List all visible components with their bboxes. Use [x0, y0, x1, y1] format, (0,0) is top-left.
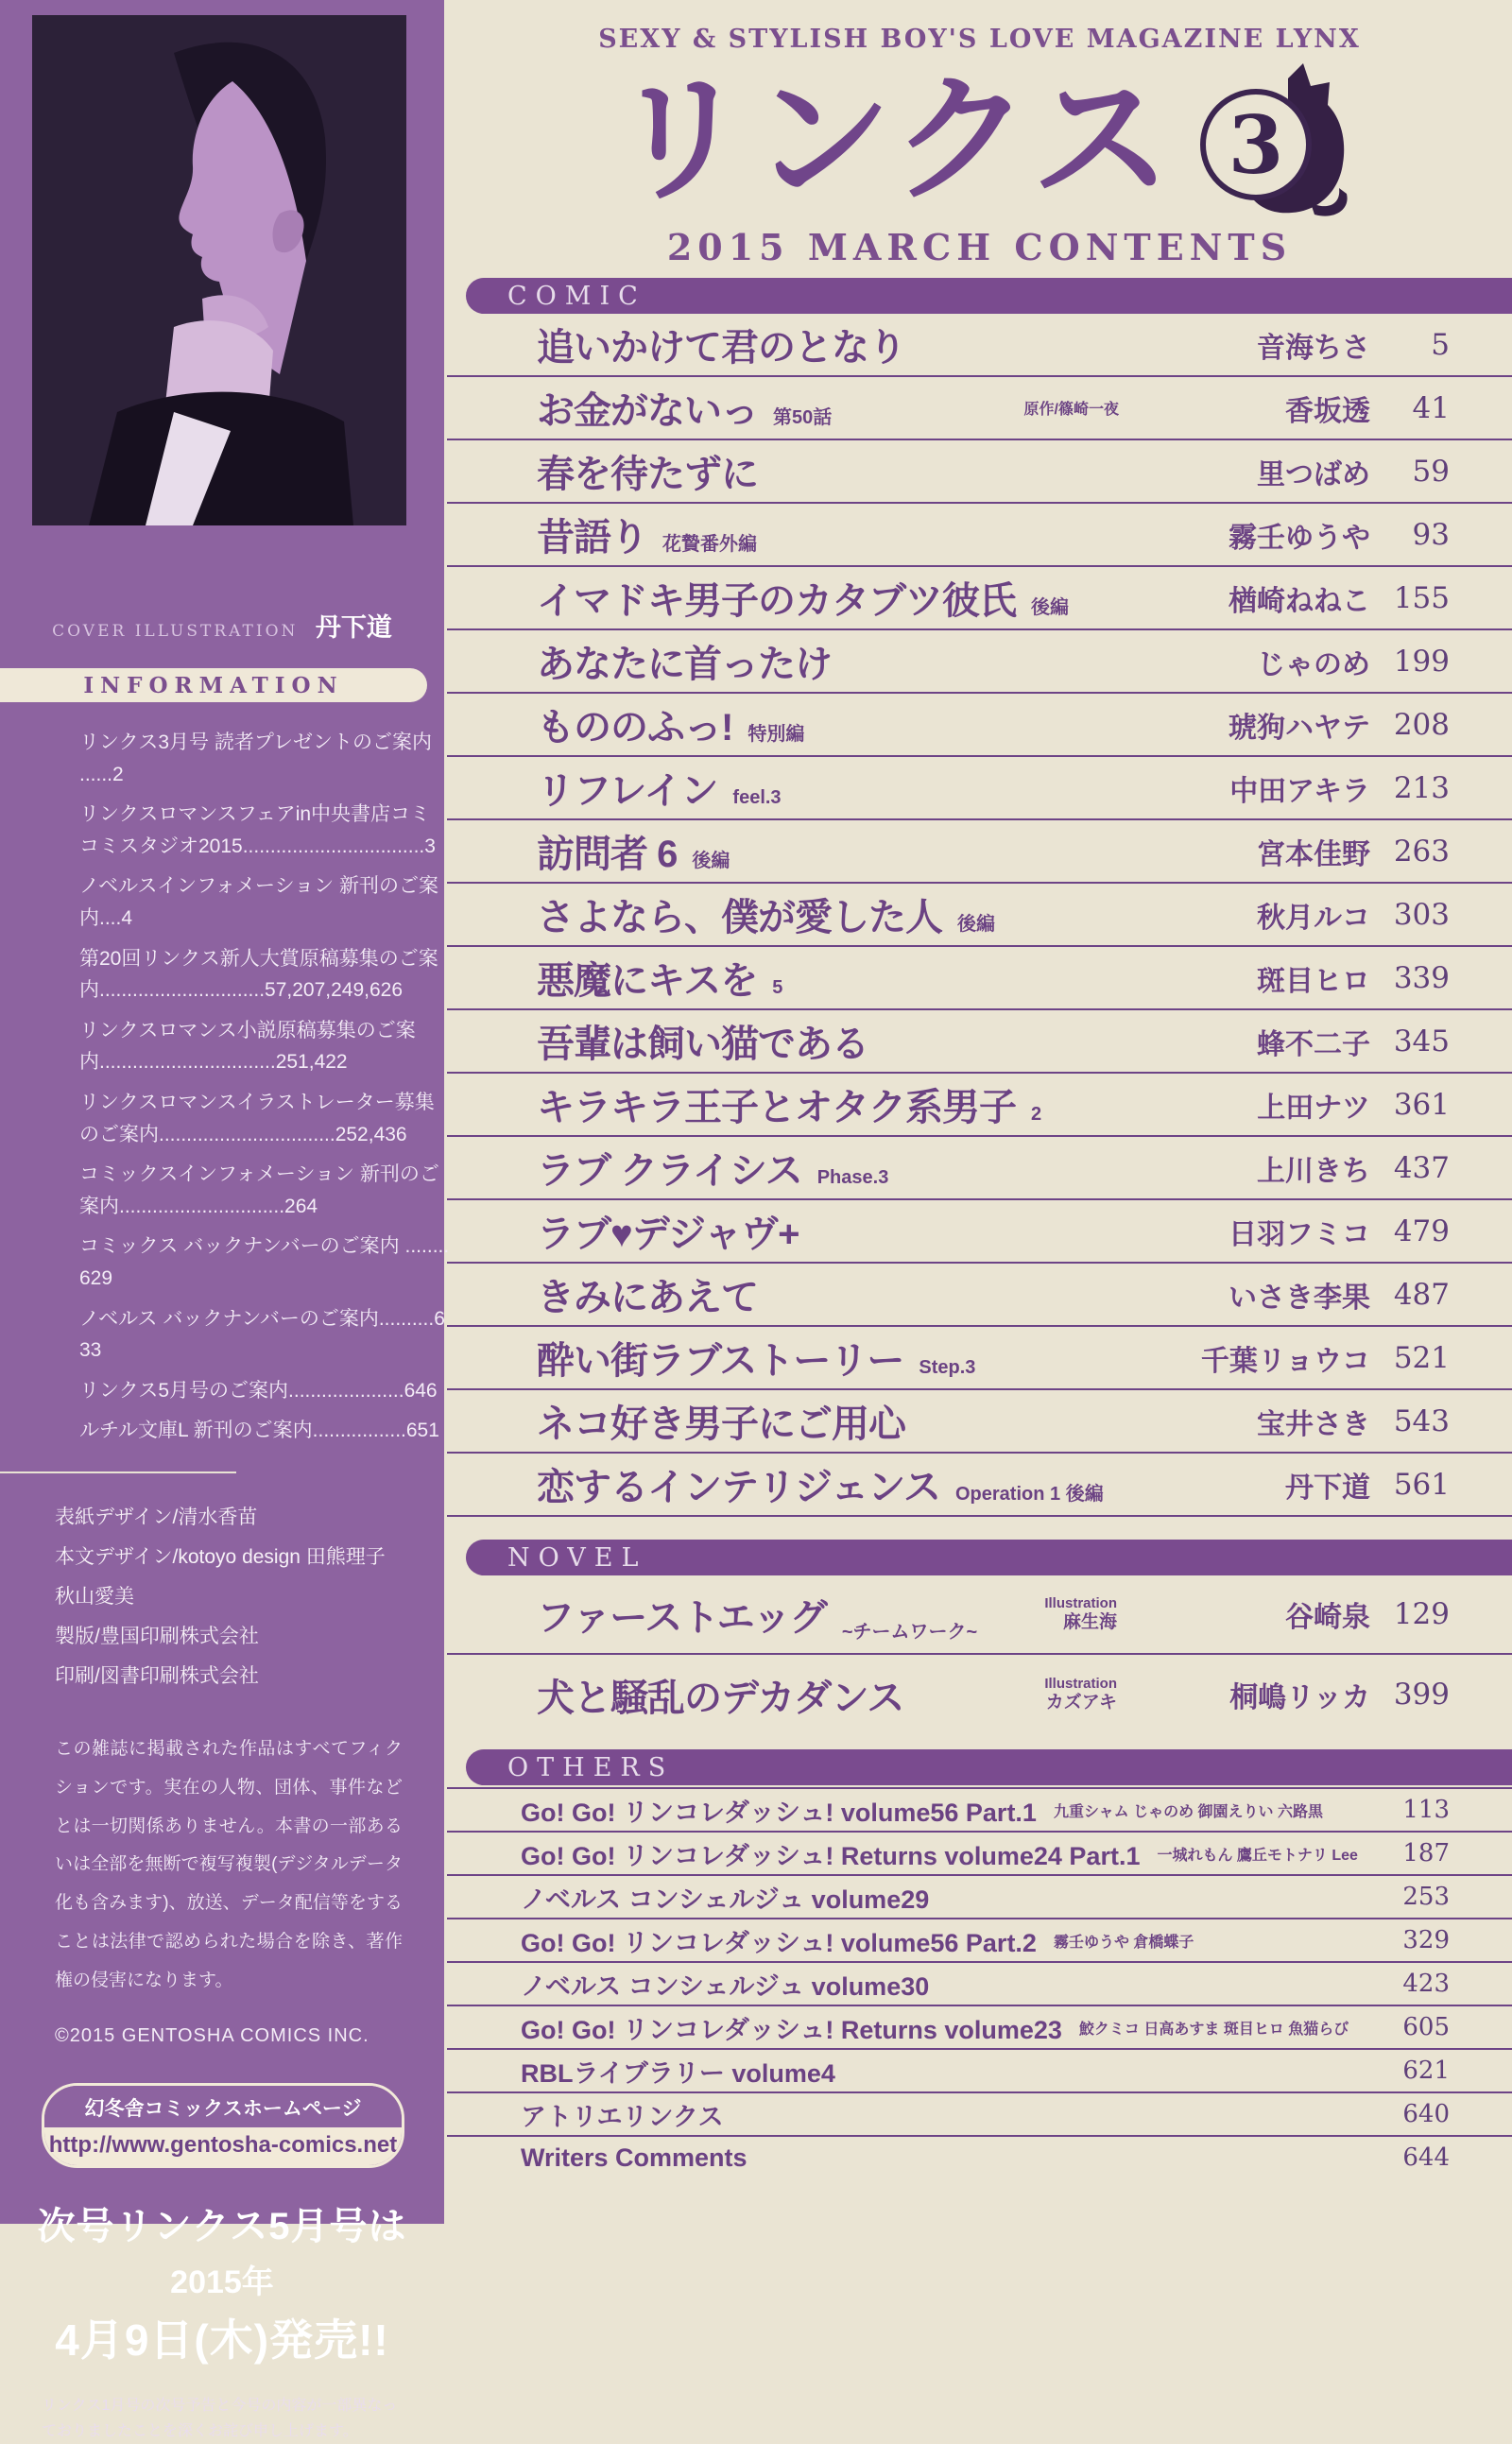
toc-row-author: 宮本佳野 [1257, 838, 1370, 870]
toc-row [447, 1961, 1512, 2005]
toc-row-author: 霧壬ゆうや [1228, 522, 1370, 554]
toc-row [447, 1454, 1512, 1517]
toc-row [447, 314, 1512, 377]
magazine-title-row [447, 54, 1512, 224]
toc-row-page: 345 [1393, 1024, 1450, 1058]
toc-row-title: Go! Go! リンコレダッシュ! volume56 Part.2 [521, 1928, 1037, 1957]
toc-row-page: 640 [1402, 2100, 1450, 2128]
toc-row-author: 谷崎泉 [1285, 1602, 1370, 1633]
toc-row-page: 253 [1402, 1883, 1450, 1911]
toc-row [447, 2005, 1512, 2048]
toc-row-title: イマドキ男子のカタブツ彼氏 [537, 580, 1016, 622]
toc-row-author: 中田アキラ [1229, 775, 1370, 807]
illustrator-credit [1044, 1676, 1117, 1713]
toc-row [447, 694, 1512, 757]
toc-row-author: 上川きち [1257, 1155, 1370, 1187]
toc-row-page: 41 [1412, 390, 1450, 425]
toc-row-title: Writers Comments [521, 2143, 747, 2172]
toc-row-author: 里つばめ [1257, 458, 1370, 491]
profile-illustration-svg [32, 15, 406, 525]
magazine-tagline: SEXY & STYLISH BOY'S LOVE MAGAZINE LYNX [598, 25, 1361, 54]
toc-row [447, 820, 1512, 884]
information-header: INFORMATION [0, 668, 427, 702]
illustrator-credit-name: 麻生海 [1062, 1611, 1117, 1632]
toc-row-title: 吾輩は飼い猫である [537, 1024, 868, 1065]
toc-row-subtitle: 2 [1031, 1104, 1042, 1125]
issue-number: 3 [1228, 97, 1284, 192]
toc-row-title: さよなら、僕が愛した人 [537, 897, 942, 938]
toc-row-page: 361 [1393, 1087, 1450, 1122]
toc-row-author: 楢崎ねねこ [1228, 585, 1370, 617]
section-bar-comic: COMIC [466, 278, 1512, 314]
toc-row-title: RBLライブラリー volume4 [521, 2058, 835, 2088]
homepage-box [42, 2083, 404, 2168]
sidebar [0, 0, 450, 2439]
toc-row-page: 644 [1402, 2143, 1450, 2172]
next-issue-line2: 2015年 [170, 2263, 274, 2300]
toc-row-author: 斑目ヒロ [1257, 965, 1370, 997]
toc-row-page: 187 [1402, 1839, 1450, 1867]
homepage-label: 幻冬舎コミックスホームページ [44, 2086, 402, 2127]
toc-row [447, 884, 1512, 947]
toc-row-subtitle: 特別編 [747, 724, 805, 745]
toc-row-page: 543 [1393, 1403, 1450, 1438]
toc-row-page: 113 [1402, 1796, 1450, 1824]
toc-row [447, 2091, 1512, 2135]
toc-row-page: 213 [1393, 770, 1450, 805]
toc-row [447, 504, 1512, 567]
toc-row-page: 129 [1393, 1597, 1450, 1631]
next-issue-line1: 次号リンクス5月号は [37, 2205, 407, 2247]
toc-row-title: リフレイン [537, 770, 718, 812]
contents-page [444, 0, 1512, 2224]
information-item: コミックス バックナンバーのご案内 ........629 [79, 1235, 450, 1289]
information-item: リンクス5月号のご案内.....................646 [79, 1379, 438, 1402]
toc-row-title: Go! Go! リンコレダッシュ! Returns volume23 [521, 2015, 1062, 2044]
toc-row-title: 犬と騒乱のデカダンス [537, 1677, 904, 1719]
toc-row [447, 1918, 1512, 1961]
toc-row-author: 秋月ルコ [1257, 902, 1370, 934]
toc-row-subtitle: Step.3 [919, 1357, 976, 1378]
toc-row-subtitle: 花贄番外編 [662, 534, 757, 555]
toc-row [447, 440, 1512, 504]
toc-row [447, 1831, 1512, 1874]
toc-row-title: 春を待たずに [537, 454, 758, 495]
toc-row-title: Go! Go! リンコレダッシュ! Returns volume24 Part.1 [521, 1841, 1141, 1870]
toc-row-page: 621 [1402, 2057, 1450, 2085]
information-item: リンクスロマンスフェアin中央書店コミコミスタジオ2015.................................3 [79, 803, 436, 857]
staff-credit-line: 表紙デザイン/清水香苗 [55, 1506, 258, 1528]
toc-row [447, 1010, 1512, 1074]
cover-illustration [32, 15, 406, 525]
toc-row-page: 303 [1393, 897, 1450, 932]
toc-row-title: もののふっ! [537, 707, 733, 749]
toc-row-author: 琥狗ハヤテ [1228, 712, 1370, 744]
toc-row-title: お金がないっ [537, 390, 758, 432]
toc-row-title: 酔い街ラブストーリー [537, 1340, 904, 1382]
toc-row-subtitle: 後編 [957, 914, 995, 935]
toc-row-author: 千葉リョウコ [1200, 1345, 1370, 1377]
toc-row-page: 605 [1402, 2013, 1450, 2041]
toc-row-title: ファーストエッグ [537, 1596, 827, 1639]
toc-row-page: 155 [1393, 580, 1450, 615]
information-item: ノベルスインフォメーション 新刊のご案内....4 [79, 875, 439, 929]
toc-row-title: 昔語り [537, 517, 647, 559]
cover-credit-name: 丹下道 [315, 613, 392, 642]
toc-row-page: 199 [1393, 644, 1450, 679]
next-issue-announcement [0, 2196, 444, 2368]
information-item: ノベルス バックナンバーのご案内..........633 [79, 1307, 445, 1362]
novel-toc [447, 1575, 1512, 1734]
toc-row-author: 蜂不二子 [1257, 1028, 1370, 1060]
toc-row-author: 音海ちさ [1257, 332, 1370, 364]
toc-row-title: 訪問者 6 [537, 834, 678, 875]
contents-heading: 2015 MARCH CONTENTS [666, 226, 1293, 268]
toc-row-page: 339 [1393, 960, 1450, 995]
toc-row-subtitle: 5 [772, 977, 783, 998]
toc-row-page: 208 [1393, 707, 1450, 742]
sidebar-divider [0, 1472, 236, 1473]
toc-row-subtitle: Phase.3 [816, 1167, 889, 1188]
information-item: リンクスロマンス小説原稿募集のご案内................................251,422 [79, 1019, 416, 1074]
information-list [79, 727, 450, 1447]
toc-row-page: 479 [1393, 1213, 1450, 1248]
toc-row-page: 487 [1393, 1277, 1450, 1312]
toc-row [447, 1655, 1512, 1734]
staff-credit-line: 印刷/図書印刷株式会社 [55, 1664, 259, 1687]
illustrator-credit [1044, 1595, 1117, 1632]
toc-row-title: ラブ クライシス [537, 1150, 802, 1192]
toc-row-page: 59 [1412, 454, 1450, 489]
staff-credit-line: 本文デザイン/kotoyo design 田熊理子 [55, 1545, 386, 1568]
toc-row-author: 日羽フミコ [1228, 1218, 1370, 1250]
toc-row-title: アトリエリンクス [521, 2102, 724, 2131]
toc-row-credits: 鮫クミコ 日高あすま 斑目ヒロ 魚猫らび [1078, 2021, 1349, 2038]
toc-row-subtitle: ~チームワーク~ [841, 1622, 978, 1643]
toc-row [447, 947, 1512, 1010]
section-bar-novel: NOVEL [466, 1540, 1512, 1575]
toc-row [447, 2135, 1512, 2178]
homepage-url: http://www.gentosha-comics.net [44, 2127, 402, 2165]
toc-row-subtitle: 後編 [1031, 597, 1069, 618]
apology-note: リンクス1月号の次号予告と今号の内容が一部異なっておりましたことを深くお詫び申し上げます。 [42, 2397, 398, 2439]
toc-row-subtitle: 第50話 [773, 407, 833, 428]
illustrator-credit-label: Illustration [1044, 1676, 1117, 1693]
information-item: 第20回リンクス新人大賞原稿募集のご案内..............................57,207,249,626 [79, 947, 438, 1002]
toc-row-page: 329 [1402, 1926, 1450, 1954]
toc-row [447, 1874, 1512, 1918]
toc-row-page: 423 [1402, 1970, 1450, 1998]
toc-row [447, 377, 1512, 440]
toc-row-title: 恋するインテリジェンス [537, 1467, 940, 1508]
toc-row [447, 1390, 1512, 1454]
toc-row-page: 399 [1393, 1678, 1450, 1712]
toc-row-subtitle: Operation 1 後編 [955, 1484, 1104, 1505]
information-item: リンクスロマンスイラストレーター募集のご案内................................252,436 [79, 1091, 435, 1145]
toc-row-note: 原作/篠崎一夜 [1023, 402, 1119, 418]
toc-row [447, 1787, 1512, 1831]
toc-row [447, 1264, 1512, 1327]
toc-row [447, 1074, 1512, 1137]
staff-credits [55, 1498, 414, 1696]
toc-row [447, 567, 1512, 630]
toc-row [447, 757, 1512, 820]
toc-row-title: ラブ♥デジャヴ+ [537, 1213, 799, 1255]
toc-row-author: 上田ナツ [1257, 1092, 1370, 1124]
toc-row-page: 437 [1393, 1150, 1450, 1185]
cover-credit-label: COVER ILLUSTRATION [52, 622, 299, 641]
toc-row-author: 丹下道 [1285, 1472, 1370, 1504]
section-bar-others: OTHERS [466, 1749, 1512, 1785]
toc-row [447, 1200, 1512, 1264]
toc-row-author: 宝井さき [1257, 1408, 1370, 1440]
legal-notice: この雑誌に掲載された作品はすべてフィクションです。実在の人物、団体、事件などとは一切関係ありません。本書の一部あるいは全部を無断で複写複製(デジタルデータ化も含みます)、放送、データ配信等をすることは法律で認められた場合を除き、著作権の侵害になります。 [55, 1738, 403, 1990]
toc-row-title: あなたに首ったけ [537, 644, 832, 685]
toc-row-page: 561 [1393, 1467, 1450, 1502]
magazine-title: リンクス [610, 57, 1174, 221]
toc-row-credits: 一城れもん 鷹丘モトナリ Lee [1157, 1847, 1358, 1864]
toc-row-title: ノベルス コンシェルジュ volume29 [521, 1885, 930, 1914]
toc-row-author: じゃのめ [1257, 648, 1370, 680]
toc-row-page: 93 [1412, 517, 1450, 552]
information-item: コミックスインフォメーション 新刊のご案内..............................264 [79, 1163, 439, 1217]
copyright: ©2015 GENTOSHA COMICS INC. [55, 2024, 369, 2046]
cover-credit [0, 607, 444, 644]
toc-row [447, 1137, 1512, 1200]
toc-row-page: 263 [1393, 834, 1450, 869]
comic-toc [447, 314, 1512, 1517]
illustrator-credit-label: Illustration [1044, 1595, 1117, 1612]
toc-row-credits: 霧壬ゆうや 倉橋蝶子 [1053, 1934, 1194, 1951]
information-item: リンクス3月号 読者プレゼントのご案内 ......2 [79, 731, 433, 785]
toc-row-title: 悪魔にキスを [537, 960, 758, 1002]
toc-row [447, 630, 1512, 694]
toc-row-author: いさき李果 [1228, 1282, 1370, 1314]
toc-row-title: きみにあえて [537, 1277, 758, 1318]
next-issue-line3: 4月9日(木)発売!! [55, 2315, 389, 2365]
toc-row-title: ノベルス コンシェルジュ volume30 [521, 1971, 930, 2001]
cat-issue-badge [1197, 61, 1349, 217]
others-toc [447, 1787, 1512, 2178]
toc-row-page: 5 [1431, 327, 1450, 362]
information-item: ルチル文庫L 新刊のご案内.................651 [79, 1420, 439, 1442]
toc-row-title: キラキラ王子とオタク系男子 [537, 1087, 1016, 1128]
staff-credit-line: 製版/豊国印刷株式会社 [55, 1625, 259, 1647]
toc-row-subtitle: 後編 [692, 851, 730, 871]
toc-row-author: 香坂透 [1285, 395, 1370, 427]
toc-row-author: 桐嶋リッカ [1229, 1682, 1370, 1713]
toc-row-page: 521 [1393, 1340, 1450, 1375]
toc-row-title: 追いかけて君のとなり [537, 327, 905, 369]
toc-row-subtitle: feel.3 [732, 787, 782, 808]
toc-row-credits: 九重シャム じゃのめ 御園えりい 六路黒 [1053, 1803, 1323, 1820]
toc-row [447, 2048, 1512, 2091]
toc-row [447, 1575, 1512, 1655]
illustrator-credit-name: カズアキ [1045, 1692, 1117, 1713]
toc-row-title: Go! Go! リンコレダッシュ! volume56 Part.1 [521, 1798, 1037, 1827]
toc-row [447, 1327, 1512, 1390]
staff-credit-line: 秋山愛美 [55, 1585, 134, 1608]
toc-row-title: ネコ好き男子にご用心 [537, 1403, 905, 1445]
